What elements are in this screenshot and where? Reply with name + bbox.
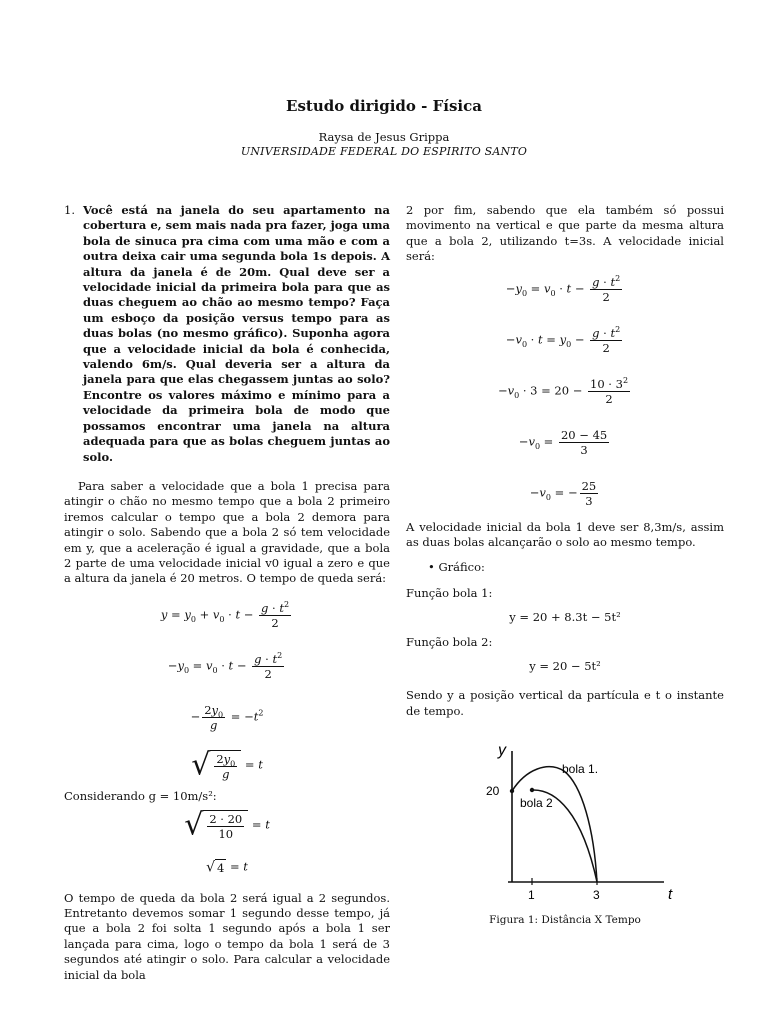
func1-equation: y = 20 + 8.3t − 5t² [509,610,621,625]
equation-3: − $\frac{2y_0}{g}$ = $-t^2$ [190,702,264,732]
figure [406,733,724,928]
continuation-paragraph: 2 por fim, sabendo que ela também só possui movimento na vertical e que parte da mesma altura que a bola 2, utilizando t=3s. A velocidade inicial será: [406,203,724,264]
bullet-text: Gráfico: [438,560,485,575]
curve-bola-1 [512,767,597,882]
curve-2-label: bola 2 [520,796,553,811]
equation-5: √ $\frac{2 \cdot 20}{10}$ = t [184,807,270,843]
equation-10: $-v_0$ = $\frac{20 - 45}{3}$ [518,427,608,457]
right-column [406,203,724,929]
question-text: Você está na janela do seu apartamento na cobertura e, sem mais nada pra fazer, joga uma bola de sinuca pra cima com uma mão e com a outra deixa cair uma segunda bola 1s depois. A altura da janela é de 20m. Qual deve ser a velocidade inicial da primeira bola para que as duas cheguem ao chão ao mesmo tempo? Faça um esboço da posição versus tempo para as duas bolas (no mesmo gráfico). Suponha agora que a velocidade inicial da bola é conhecida, valendo 6m/s. Qual deveria ser a altura da janela para que elas chegassem juntas ao solo? Encontre os valores máximo e mínimo para a velocidade da primeira bola de modo que possamos encontrar uma janela na altura adequada para que as bolas cheguem juntas ao solo. [83,203,390,464]
left-column [64,203,390,983]
equation-7: $-y_0 = v_0 \cdot t$ − $\frac{g \cdot t^2}{2}$ [505,273,621,304]
page-title: Estudo dirigido - Física [286,97,482,115]
equation-11: $-v_0$ = − $\frac{25}{3}$ [529,478,597,508]
author: Raysa de Jesus Grippa [318,130,450,144]
affiliation: UNIVERSIDADE FEDERAL DO ESPIRITO SANTO [240,145,528,158]
equation-8: $-v_0 \cdot t = y_0$ − $\frac{g \cdot t^2}{2}$ [505,324,621,355]
equation-4: √ $\frac{2y_0}{g}$ = t [191,747,263,783]
y-axis-label: y [498,742,506,760]
intro-paragraph: Para saber a velocidade que a bola 1 precisa para atingir o chão no mesmo tempo que a bola 2 primeiro iremos calcular o tempo que a bola 2 demora para atingir o solo. Sabendo que a bola 2 só tem velocidade em y, que a aceleração é igual a gravidade, que a bola 2 parte de uma velocidade inicial v0 igual a zero e que a altura da janela é 20 metros. O tempo de queda será: [64,478,390,586]
result-paragraph: A velocidade inicial da bola 1 deve ser 8,3m/s, assim as duas bolas alcançarão o solo ao mesmo tempo. [406,519,724,550]
equation-9: $-v_0 \cdot 3 = 20$ − $\frac{10 \cdot 3^2}{2}$ [497,375,629,406]
legend-paragraph: Sendo y a posição vertical da partícula e t o instante de tempo. [406,688,724,718]
equation-6: √ 4 = t [206,859,248,876]
start-point-1 [510,789,514,793]
considering-text: Considerando g = 10m/s²: [64,788,217,803]
equation-1: $y = y_0 + v_0 \cdot t$ − $\frac{g \cdot t^2}{2}$ [160,599,290,630]
question-number: 1. [64,203,75,217]
sketch-graph [406,733,724,911]
bullet-icon: • [428,560,435,575]
conclusion-paragraph: O tempo de queda da bola 2 será igual a 2 segundos. Entretanto devemos somar 1 segundo desse tempo, já que a bola 2 foi solta 1 segundo após a bola 1 ser lançada para cima, logo o tempo da bola 1 será de 3 segundos até atingir o solo. Para calcular a velocidade inicial da bola [64,890,390,982]
x-axis-label: t [668,886,673,904]
func2-equation: y = 20 − 5t² [529,659,601,674]
figure-caption: Figura 1: Distância X Tempo [489,914,641,927]
question [64,203,390,465]
bullet-item [428,560,724,575]
func2-label: Função bola 2: [406,634,493,649]
x-tick-1-label: 1 [528,888,535,903]
curve-1-label: bola 1. [562,762,599,777]
x-tick-3-label: 3 [593,888,600,903]
y-tick-label: 20 [486,784,500,799]
equation-2: $-y_0 = v_0 \cdot t$ − $\frac{g \cdot t^2}{2}$ [167,650,283,681]
func1-label: Função bola 1: [406,585,493,600]
start-point-2 [530,788,534,792]
